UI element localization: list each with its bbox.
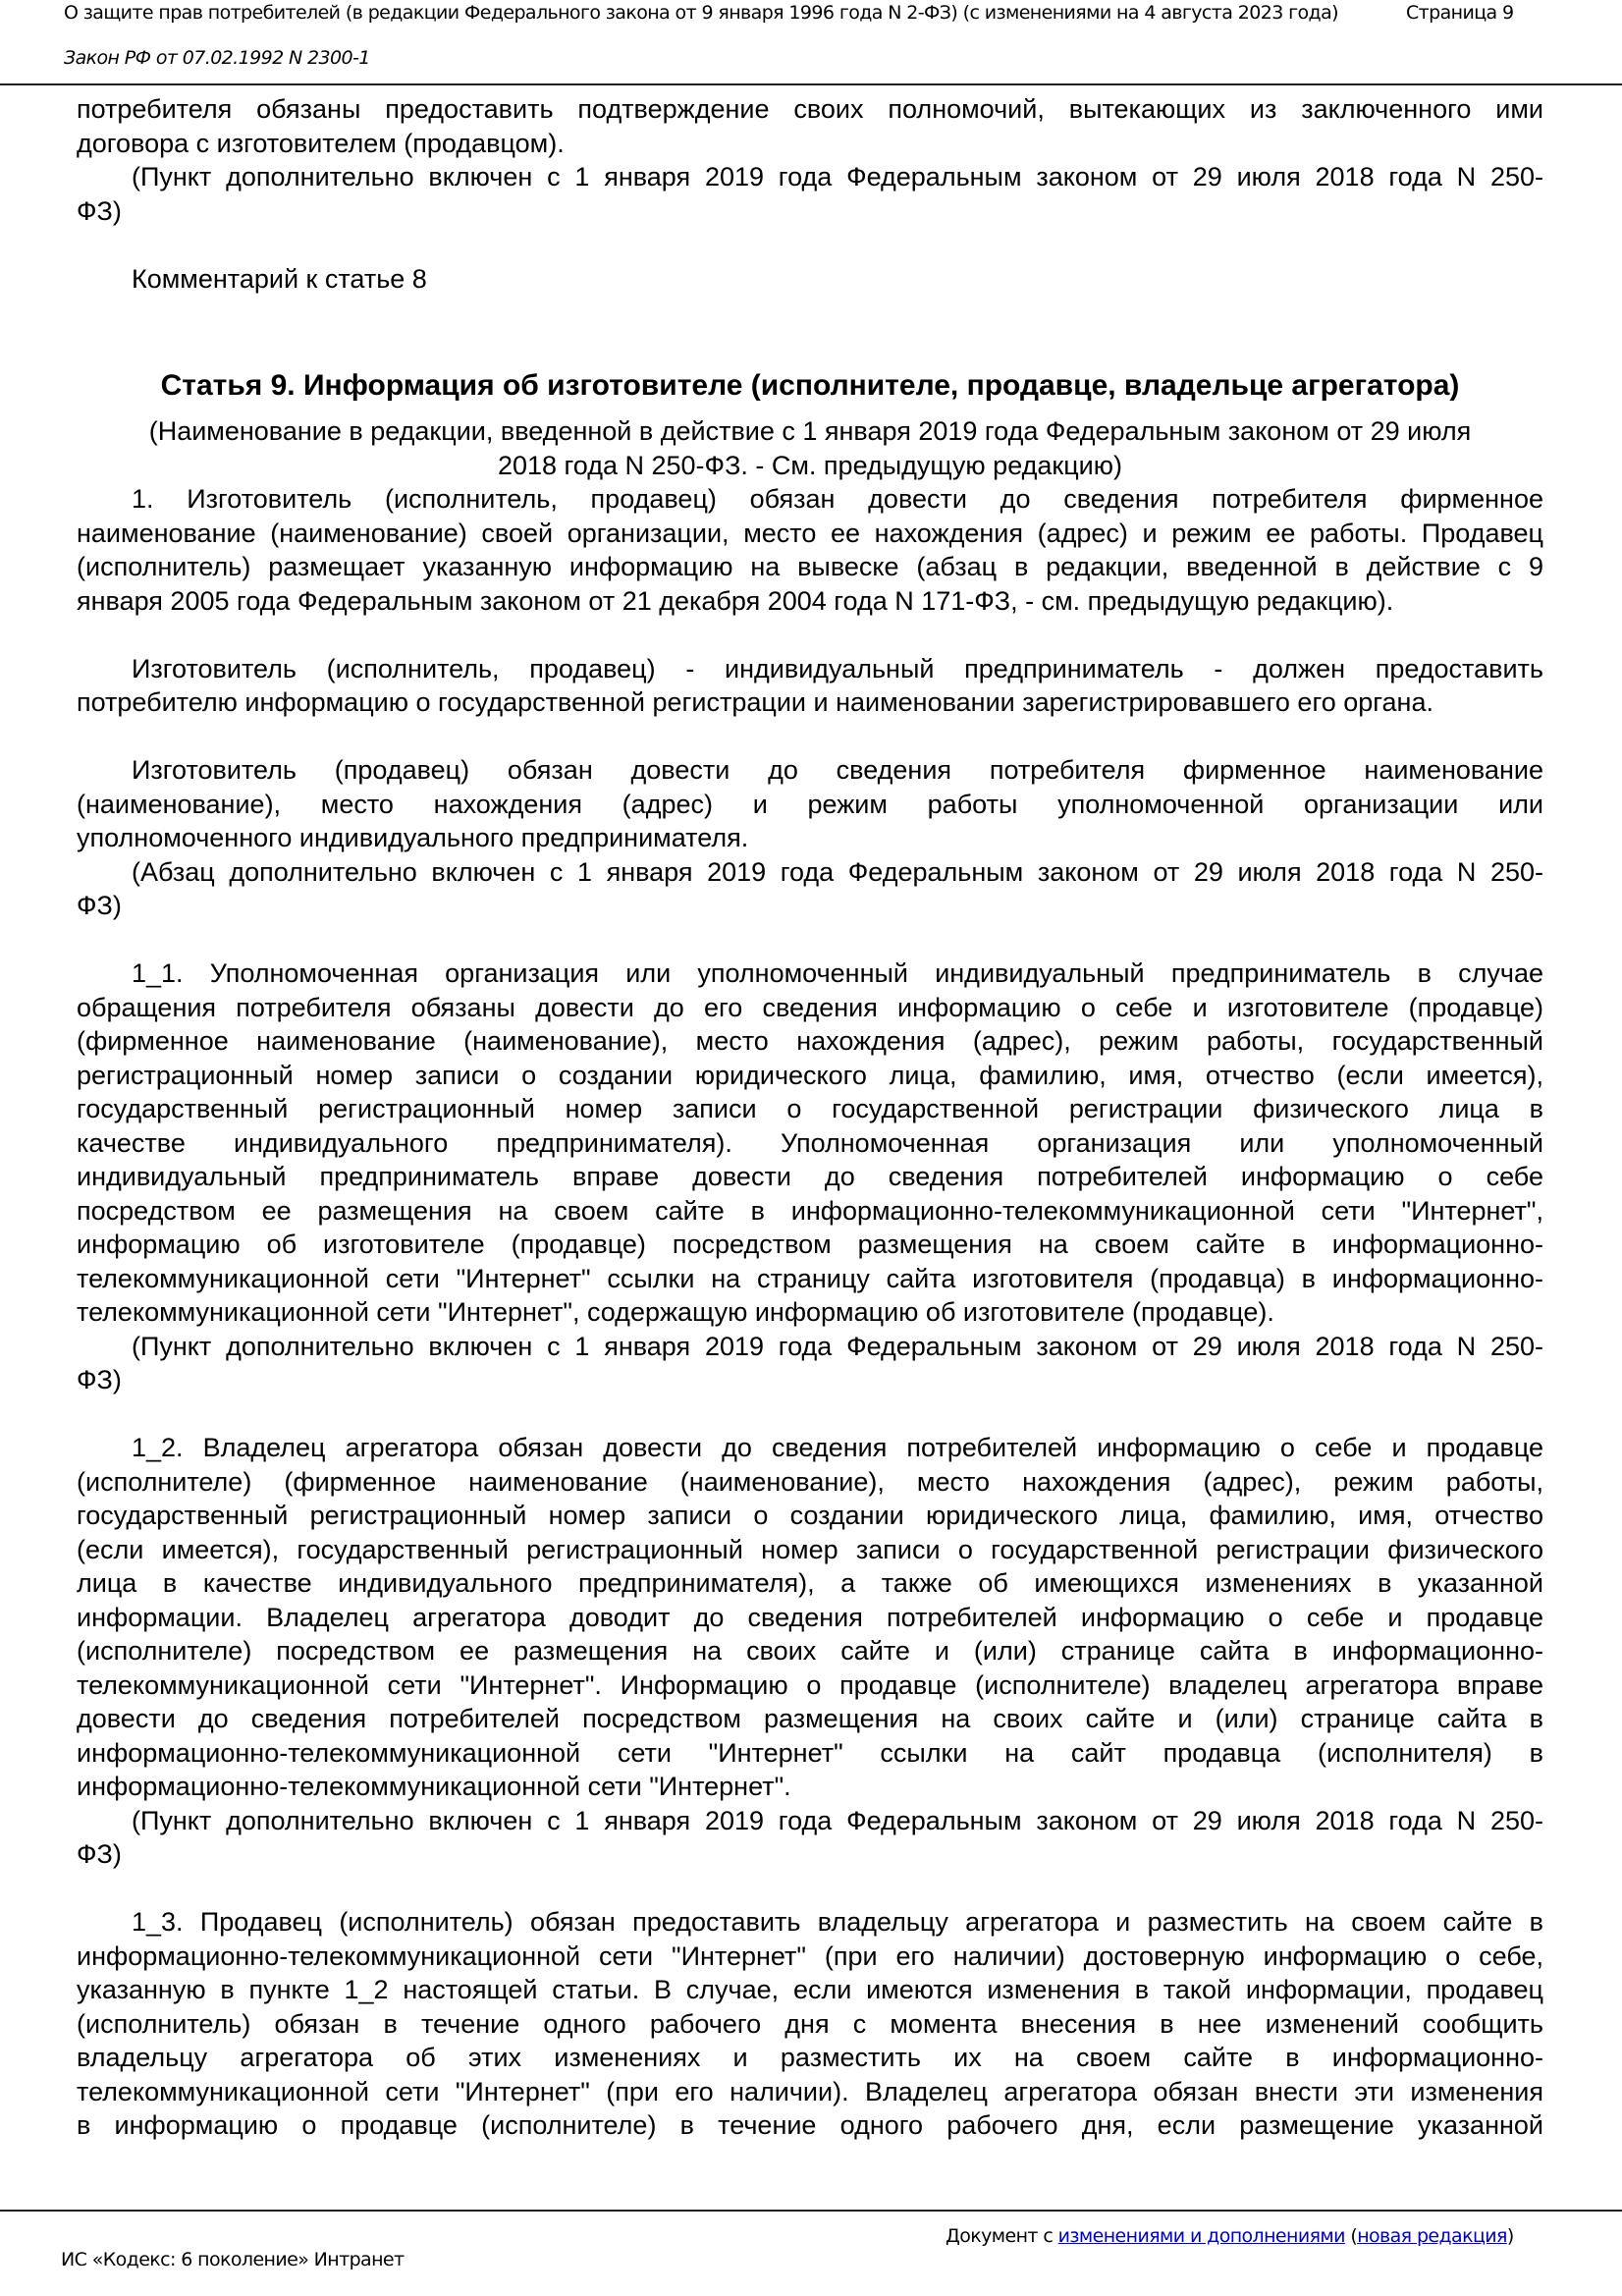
- paragraph-1-1-note: [77, 1330, 1543, 1397]
- text-line: 1_1. Уполномоченная организация или уполномоченный индивидуальный предприниматель в случае: [132, 958, 1543, 988]
- footer-divider: [0, 2210, 1622, 2212]
- paragraph-1: [77, 482, 1543, 618]
- text-line: регистрационный номер записи о создании юридического лица, фамилию, имя, отчество (если имеется),: [77, 1060, 1543, 1090]
- document-body: [77, 92, 1543, 2143]
- document-title: О защите прав потребителей (в редакции Федерального закона от 9 января 1996 года N 2-ФЗ) (с изменениями на 4 августа 2023 года): [64, 2, 1338, 24]
- text-line: ФЗ): [77, 891, 122, 920]
- intro-note: [77, 160, 1543, 228]
- text-line: наименование (наименование) своей организации, место ее нахождения (адрес) и режим ее работы. Продавец: [77, 518, 1543, 548]
- text-line: (исполнитель) обязан в течение одного рабочего дня с момента внесения в нее изменений сообщить: [77, 2008, 1543, 2039]
- text-line: (Наименование в редакции, введенной в действие с 1 января 2019 года Федеральным законом от 29 июля: [148, 416, 1472, 446]
- text-line: 2018 года N 250-ФЗ. - См. предыдущую редакцию): [497, 450, 1122, 480]
- text-line: договора с изготовителем (продавцом).: [77, 128, 565, 158]
- text-line: уполномоченного индивидуального предпринимателя.: [77, 823, 749, 852]
- text-line: государственный регистрационный номер записи о создании юридического лица, фамилию, имя, отчество: [77, 1501, 1543, 1530]
- text-line: (Пункт дополнительно включен с 1 января 2019 года Федеральным законом от 29 июля 2018 года N 250-: [132, 162, 1543, 191]
- paragraph-1-1: [77, 957, 1543, 1330]
- footer-document-links: [946, 2225, 1514, 2247]
- text-line: (исполнитель) размещает указанную информацию на вывеске (абзац в редакции, введенной в действие с 9: [77, 552, 1543, 581]
- text-line: января 2005 года Федеральным законом от 21 декабря 2004 года N 171-ФЗ, - см. предыдущую редакцию).: [77, 585, 1394, 616]
- text-line: информации. Владелец агрегатора доводит до сведения потребителей информацию о себе и продавце: [77, 1602, 1543, 1632]
- text-line: (наименование), место нахождения (адрес) и режим работы уполномоченной организации или: [77, 789, 1543, 819]
- text-line: (Пункт дополнительно включен с 1 января 2019 года Федеральным законом от 29 июля 2018 года N 250-: [132, 1331, 1543, 1361]
- paragraph-1-2-note: [77, 1804, 1543, 1872]
- text-line: информационно-телекоммуникационной сети "Интернет" (при его наличии) достоверную информацию о себе,: [77, 1941, 1543, 1971]
- text-line: телекоммуникационной сети "Интернет". Информацию о продавце (исполнителе) владелец агрегатора вправе: [77, 1669, 1543, 1700]
- changes-link[interactable]: изменениями и дополнениями: [1057, 2225, 1345, 2247]
- footer-system-name: ИС «Кодекс: 6 поколение» Интранет: [61, 2249, 405, 2270]
- text-line: владельцу агрегатора об этих изменениях и разместить их на своем сайте в информационно-: [77, 2043, 1543, 2072]
- paragraph-2: [77, 652, 1543, 720]
- text-line: (исполнителе) посредством ее размещения на своих сайте и (или) странице сайта в информационно-: [77, 1636, 1543, 1666]
- text-line: (исполнителе) (фирменное наименование (наименование), место нахождения (адрес), режим работы,: [77, 1466, 1543, 1497]
- text-line: потребителя обязаны предоставить подтверждение своих полномочий, вытекающих из заключенного ими: [77, 94, 1543, 124]
- text-line: ФЗ): [77, 1365, 122, 1394]
- text-line: 1. Изготовитель (исполнитель, продавец) обязан довести до сведения потребителя фирменное: [132, 484, 1543, 514]
- text-line: государственный регистрационный номер записи о государственной регистрации физического лица в: [77, 1094, 1543, 1123]
- text-line: в информацию о продавце (исполнителе) в течение одного рабочего дня, если размещение указанной: [77, 2110, 1543, 2140]
- text-line: обращения потребителя обязаны довести до его сведения информацию о себе и изготовителе (продавце): [77, 992, 1543, 1022]
- text-line: потребителю информацию о государственной регистрации и наименовании зарегистрировавшего его органа.: [77, 687, 1433, 717]
- text-line: ФЗ): [77, 1839, 122, 1869]
- text-line: (Пункт дополнительно включен с 1 января 2019 года Федеральным законом от 29 июля 2018 года N 250-: [132, 1805, 1543, 1835]
- text-line: указанную в пункте 1_2 настоящей статьи. В случае, если имеются изменения в такой информации, продавец: [77, 1975, 1543, 2004]
- text-line: ФЗ): [77, 195, 122, 226]
- text-line: индивидуальный предприниматель вправе довести до сведения потребителей информацию о себе: [77, 1162, 1543, 1191]
- text-line: телекоммуникационной сети "Интернет" (при его наличии). Владелец агрегатора обязан внести эти изменения: [77, 2076, 1543, 2106]
- paragraph-1-3: [77, 1905, 1543, 2143]
- paragraph-3: [77, 753, 1543, 855]
- header-divider: [0, 83, 1622, 85]
- page-number: Страница 9: [1406, 2, 1514, 24]
- law-reference: Закон РФ от 07.02.1992 N 2300-1: [64, 47, 370, 69]
- text-line: качестве индивидуального предпринимателя). Уполномоченная организация или уполномоченный: [77, 1127, 1543, 1158]
- text-line: довести до сведения потребителей посредством размещения на своих сайте и (или) странице сайта в: [77, 1704, 1543, 1733]
- text-line: (если имеется), государственный регистрационный номер записи о государственной регистрации физического: [77, 1534, 1543, 1564]
- open-paren: (: [1350, 2225, 1358, 2247]
- text-line: телекоммуникационной сети "Интернет", содержащую информацию об изготовителе (продавце).: [77, 1297, 1274, 1327]
- text-line: информацию об изготовителе (продавце) посредством размещения на своем сайте в информационно-: [77, 1230, 1543, 1259]
- footer-doc-prefix: Документ с: [946, 2225, 1054, 2247]
- text-line: лица в качестве индивидуального предпринимателя), а также об имеющихся изменениях в указанной: [77, 1568, 1543, 1598]
- text-line: телекоммуникационной сети "Интернет" ссылки на страницу сайта изготовителя (продавца) в информационно-: [77, 1263, 1543, 1293]
- article-title: Статья 9. Информация об изготовителе (исполнителе, продавце, владельце агрегатора): [160, 369, 1460, 402]
- text-line: Изготовитель (продавец) обязан довести до сведения потребителя фирменное наименование: [132, 755, 1543, 785]
- paragraph-1-2: [77, 1431, 1543, 1804]
- text-line: посредством ее размещения на своем сайте в информационно-телекоммуникационной сети "Интернет",: [77, 1195, 1543, 1226]
- close-paren: ): [1506, 2225, 1514, 2247]
- text-line: 1_2. Владелец агрегатора обязан довести до сведения потребителей информацию о себе и продавце: [132, 1433, 1543, 1462]
- text-line: информационно-телекоммуникационной сети "Интернет" ссылки на сайт продавца (исполнителя) в: [77, 1737, 1543, 1768]
- text-line: информационно-телекоммуникационной сети "Интернет".: [77, 1772, 791, 1801]
- comment-link[interactable]: Комментарий к статье 8: [132, 263, 427, 294]
- article-subtitle: [77, 414, 1543, 482]
- intro-paragraph: [77, 92, 1543, 160]
- paragraph-3-note: [77, 855, 1543, 923]
- text-line: 1_3. Продавец (исполнитель) обязан предоставить владельцу агрегатора и разместить на своем сайте в: [132, 1907, 1543, 1937]
- text-line: (фирменное наименование (наименование), место нахождения (адрес), режим работы, государственный: [77, 1026, 1543, 1056]
- text-line: Изготовитель (исполнитель, продавец) - индивидуальный предприниматель - должен предоставить: [132, 653, 1543, 683]
- text-line: (Абзац дополнительно включен с 1 января 2019 года Федеральным законом от 29 июля 2018 года N 250-: [132, 856, 1543, 887]
- new-edition-link[interactable]: новая редакция: [1357, 2225, 1507, 2247]
